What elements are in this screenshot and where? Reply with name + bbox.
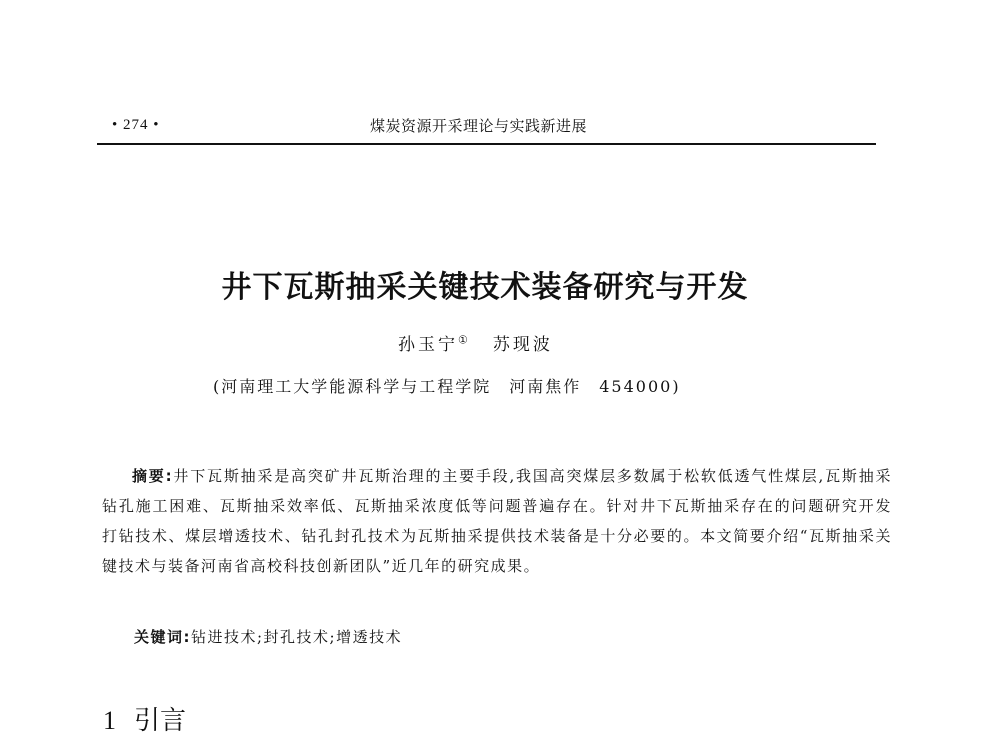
page-number: • 274 • [112, 117, 160, 133]
abstract [102, 461, 892, 581]
author-name: 孙玉宁 [398, 335, 458, 355]
author-name: 苏现波 [492, 335, 553, 355]
abstract-text: 井下瓦斯抽采是高突矿井瓦斯治理的主要手段,我国高突煤层多数属于松软低透气性煤层,瓦斯抽采钻孔施工困难、瓦斯抽采效率低、瓦斯抽采浓度低等问题普遍存在。针对井下瓦斯抽采存在的问题研究开发打钻技术、煤层增透技术、钻孔封孔技术为瓦斯抽采提供技术装备是十分必要的。本文简要介绍“瓦斯抽采关键技术与装备河南省高校科技创新团队”近几年的研究成果。 [102, 467, 892, 575]
affiliation: (河南理工大学能源科学与工程学院 河南焦作 454000) [213, 377, 681, 396]
author-footnote-mark: ① [458, 333, 471, 347]
header-rule [97, 143, 876, 145]
section-number: 1 [103, 706, 116, 735]
abstract-label: 摘要: [132, 467, 174, 485]
section-heading [103, 700, 186, 737]
section-title: 引言 [134, 706, 187, 736]
paper-title: 井下瓦斯抽采关键技术装备研究与开发 [221, 270, 749, 305]
running-header-title: 煤炭资源开采理论与实践新进展 [370, 117, 588, 135]
author-list [398, 330, 553, 355]
keywords [134, 626, 402, 647]
keywords-text: 钻进技术;封孔技术;增透技术 [191, 628, 403, 646]
keywords-label: 关键词: [134, 628, 191, 646]
